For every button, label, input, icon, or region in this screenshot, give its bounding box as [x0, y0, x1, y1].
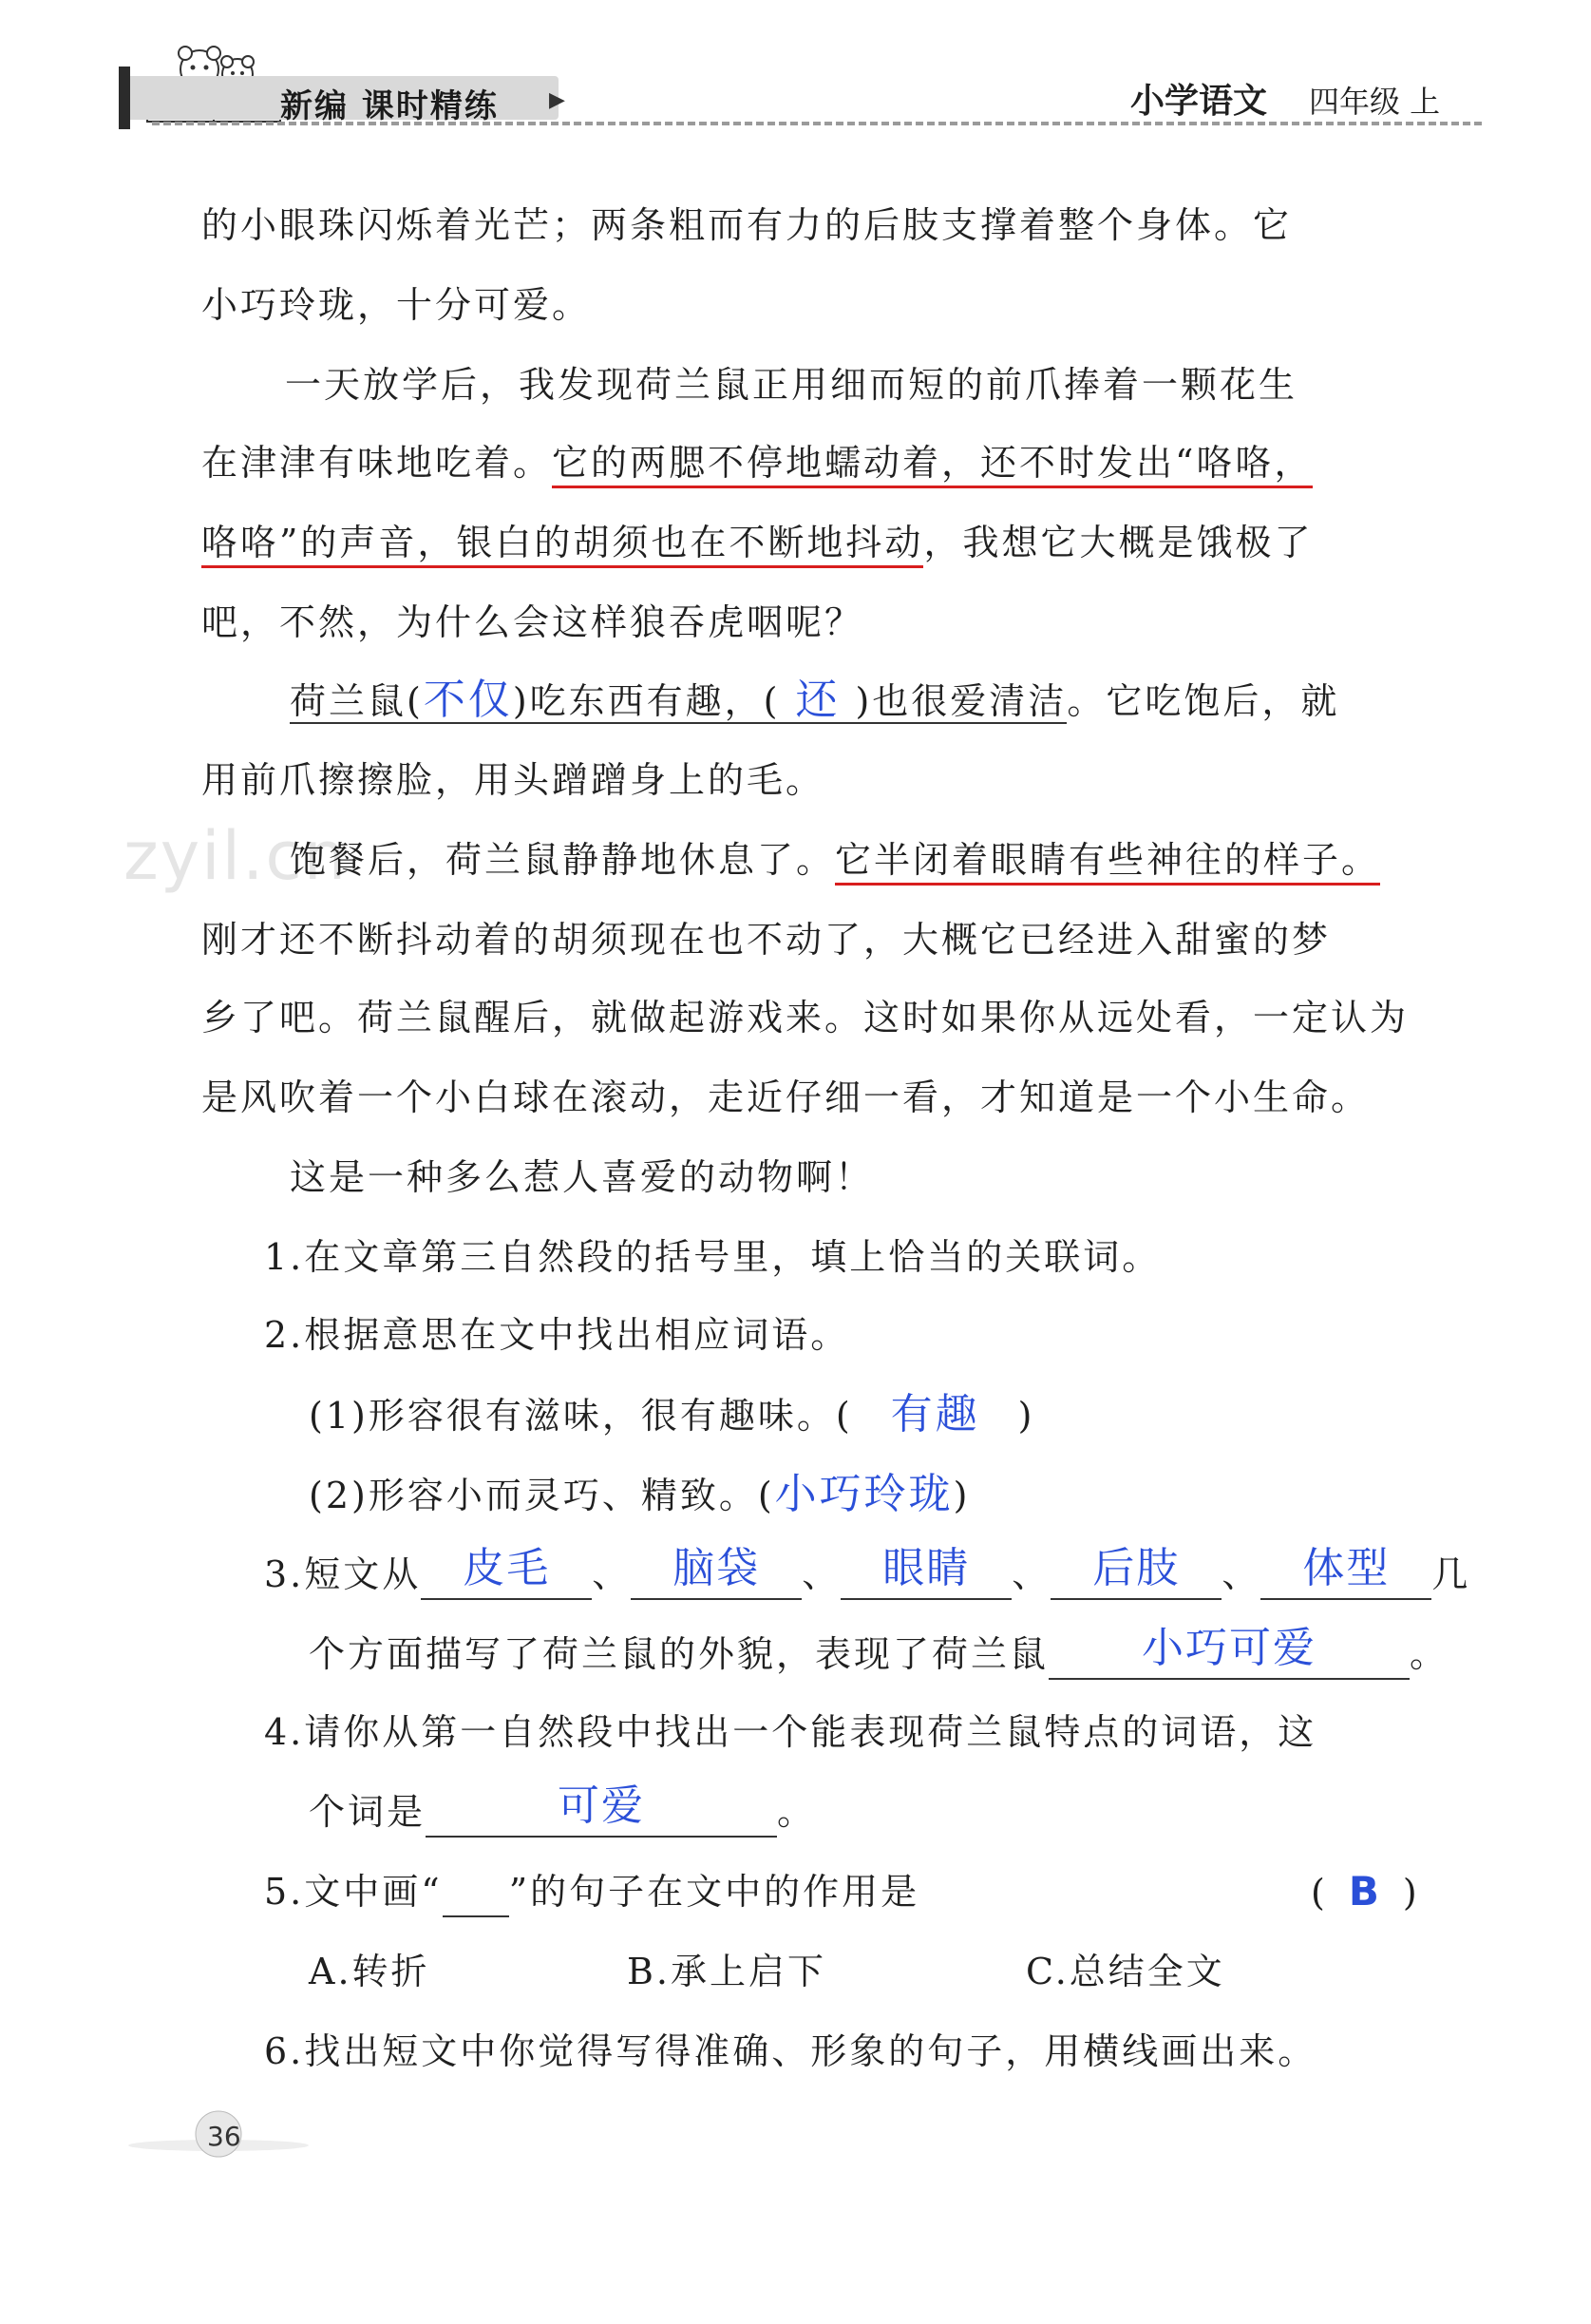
page-header: [0, 0, 1591, 162]
question-4-line-2: 个词是 可爱 。: [309, 1788, 816, 1838]
answer-blank: 眼睛: [841, 1551, 1012, 1600]
passage-line: 用前爪擦擦脸，用头蹭蹭身上的毛。: [201, 759, 825, 801]
underlined-sentence: 咯咯”的声音，银白的胡须也在不断地抖动: [201, 522, 923, 568]
passage-line: 这是一种多么惹人喜爱的动物啊！: [290, 1156, 875, 1198]
answer-blank: 脑袋: [631, 1551, 802, 1600]
passage-line: 一天放学后，我发现荷兰鼠正用细而短的前爪捧着一颗花生: [285, 364, 1298, 406]
watermark: zyil.cn: [123, 817, 349, 895]
passage-line: [290, 836, 1380, 884]
answer-blank: 可爱: [426, 1788, 777, 1838]
book-series-title: 新编 课时精练: [280, 87, 499, 125]
question-2-1: (1)形容很有滋味，很有趣味。( 有趣 ): [309, 1390, 1035, 1438]
triangle-arrow-icon: ▶: [549, 88, 565, 112]
question-5: 5.文中画“ ”的句子在文中的作用是: [264, 1868, 919, 1917]
question-2-2: (2)形容小而灵巧、精致。(小巧玲珑): [309, 1470, 971, 1518]
passage-text: 在津津有味地吃着。: [201, 442, 553, 484]
question-1: 1.在文章第三自然段的括号里，填上恰当的关联词。: [264, 1236, 1162, 1278]
passage-line: 的小眼珠闪烁着光芒；两条粗而有力的后肢支撑着整个身体。它: [201, 204, 1293, 246]
question-2: 2.根据意思在文中找出相应词语。: [264, 1314, 850, 1356]
fill-sentence: 荷兰鼠(不仅)吃东西有趣，( 还 )也很爱清洁: [290, 676, 1068, 724]
passage-text: ，我想它大概是饿极了: [923, 522, 1314, 563]
answer-blank: 皮毛: [421, 1551, 592, 1600]
header-bar: [119, 67, 130, 129]
passage-line: [201, 519, 1313, 566]
passage-line: 小巧玲珑，十分可爱。: [201, 284, 592, 326]
answer-blank: 小巧可爱: [1049, 1630, 1410, 1680]
passage-line: 吧，不然，为什么会这样狼吞虎咽呢？: [201, 601, 864, 643]
answer-text: 小巧玲珑: [774, 1470, 954, 1518]
answer-connective: 不仅: [423, 676, 513, 724]
question-3-line-2: 个方面描写了荷兰鼠的外貌，表现了荷兰鼠 小巧可爱 。: [309, 1630, 1449, 1680]
answer-text: 有趣: [890, 1390, 980, 1438]
passage-text: 饱餐后，荷兰鼠静静地休息了。: [290, 839, 836, 881]
passage-line: [290, 676, 1339, 725]
passage-line: 是风吹着一个小白球在滚动，走近仔细一看，才知道是一个小生命。: [201, 1076, 1371, 1118]
answer-blank: 后肢: [1051, 1551, 1222, 1600]
grade-label: 四年级 上: [1309, 84, 1441, 120]
answer-blank: 体型: [1260, 1551, 1431, 1600]
answer-choice: B: [1348, 1868, 1382, 1914]
underlined-sentence: 它半闭着眼睛有些神往的样子。: [835, 839, 1380, 886]
passage-line: 刚才还不断抖动着的胡须现在也不动了，大概它已经进入甜蜜的梦: [201, 919, 1332, 961]
subject-title: 小学语文: [1130, 82, 1268, 121]
passage-text: 。它吃饱后，就: [1067, 680, 1340, 722]
option-c: C.总结全文: [1026, 1951, 1225, 1992]
passage-line: [201, 439, 1313, 486]
question-5-answer: ( B ): [1311, 1868, 1420, 1914]
question-6: 6.找出短文中你觉得写得准确、形象的句子，用横线画出来。: [264, 2030, 1317, 2072]
option-a: A.转折: [309, 1951, 430, 1992]
question-4: 4.请你从第一自然段中找出一个能表现荷兰鼠特点的词语，这: [264, 1711, 1317, 1753]
passage-line: 乡了吧。荷兰鼠醒后，就做起游戏来。这时如果你从远处看，一定认为: [201, 997, 1410, 1038]
option-b: B.承上启下: [627, 1951, 827, 1992]
underlined-sentence: 它的两腮不停地蠕动着，还不时发出“咯咯，: [552, 442, 1313, 488]
page-number: 36: [207, 2121, 241, 2152]
answer-connective: 还: [795, 676, 841, 724]
question-3: 3.短文从 皮毛 、 脑袋 、 眼睛 、 后肢 、 体型 几: [264, 1551, 1470, 1600]
